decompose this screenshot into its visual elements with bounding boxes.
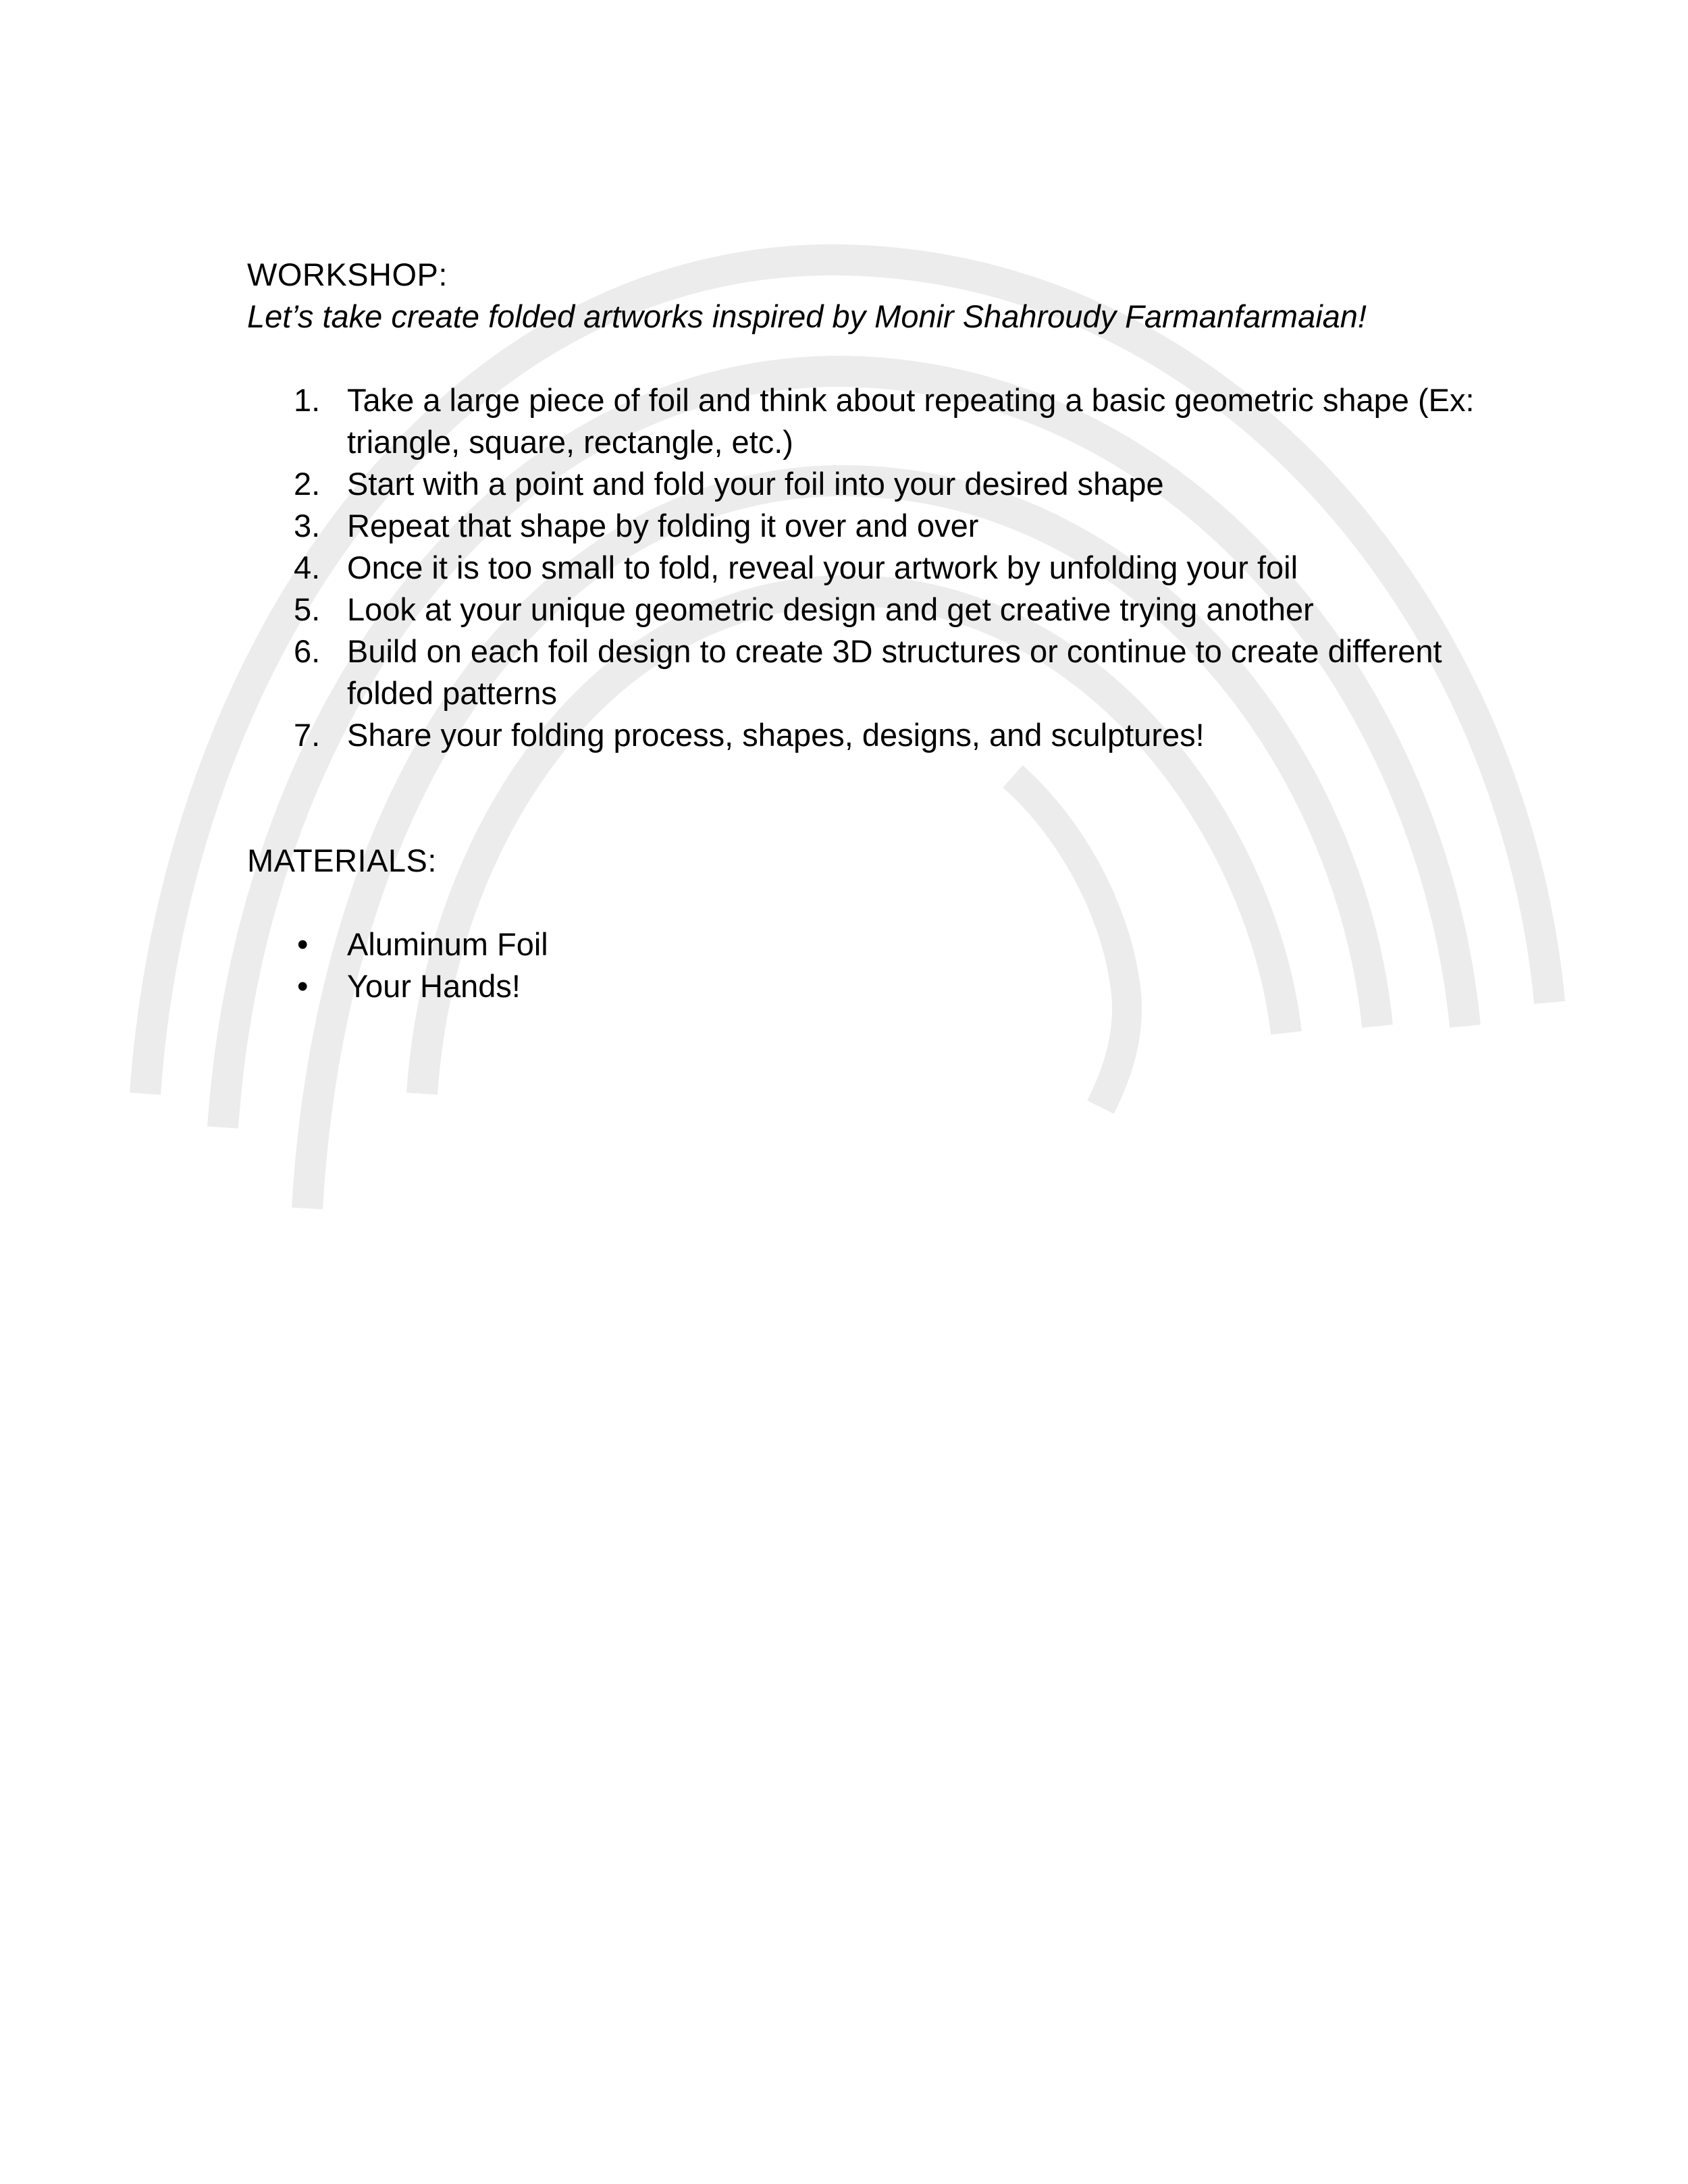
material-item	[247, 924, 1483, 965]
step-number: 1.	[294, 382, 321, 418]
step-item	[247, 547, 1483, 589]
bullet-icon: •	[297, 968, 309, 1004]
material-text: Your Hands!	[347, 968, 521, 1004]
step-text: Start with a point and fold your foil into your desired shape	[347, 466, 1164, 502]
step-text: Once it is too small to fold, reveal your artwork by unfolding your foil	[347, 550, 1298, 585]
steps-list	[247, 379, 1483, 756]
step-number: 3.	[294, 508, 321, 543]
material-item	[247, 965, 1483, 1007]
step-number: 7.	[294, 717, 321, 753]
workshop-heading: WORKSHOP:	[247, 257, 448, 292]
step-item	[247, 463, 1483, 505]
step-text: Share your folding process, shapes, designs, and sculptures!	[347, 717, 1205, 753]
step-text: Look at your unique geometric design and get creative trying another	[347, 591, 1314, 627]
step-text: Repeat that shape by folding it over and over	[347, 508, 979, 543]
step-number: 5.	[294, 591, 321, 627]
materials-heading: MATERIALS:	[247, 843, 437, 878]
materials-list	[247, 924, 1483, 1007]
material-text: Aluminum Foil	[347, 926, 548, 962]
step-number: 4.	[294, 550, 321, 585]
step-number: 6.	[294, 633, 321, 669]
bullet-icon: •	[297, 926, 309, 962]
step-item	[247, 589, 1483, 631]
step-text: Build on each foil design to create 3D structures or continue to create different folded patterns	[347, 633, 1442, 711]
step-number: 2.	[294, 466, 321, 502]
step-item	[247, 631, 1483, 714]
step-item	[247, 505, 1483, 547]
step-text: Take a large piece of foil and think about repeating a basic geometric shape (Ex: triangle, square, rectangle, etc.)	[347, 382, 1475, 460]
step-item	[247, 379, 1483, 463]
workshop-subtitle: Let’s take create folded artworks inspired by Monir Shahroudy Farmanfarmaian!	[247, 298, 1367, 334]
document-content	[247, 254, 1483, 1007]
step-item	[247, 714, 1483, 756]
